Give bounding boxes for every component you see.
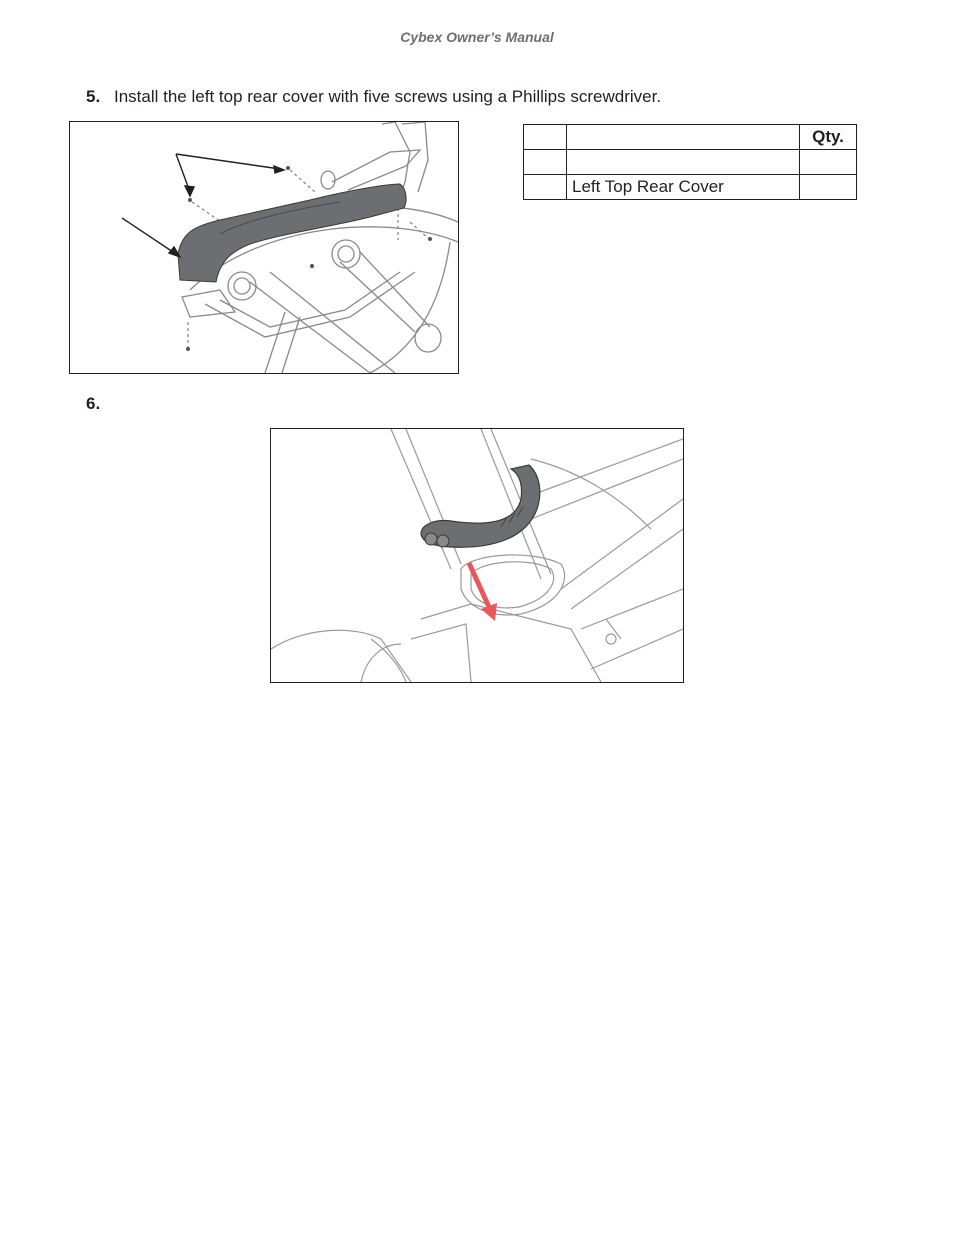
step-text: Install the left top rear cover with five screws using a Phillips screwdriver.: [114, 87, 662, 106]
figure-step-6: [270, 428, 684, 683]
table-cell: [800, 150, 857, 175]
page-header: Cybex Owner’s Manual: [400, 29, 554, 45]
handle-part: [421, 465, 540, 547]
direction-arrow: [469, 563, 497, 621]
table-header-cell: [524, 125, 567, 150]
step-5: [86, 87, 661, 107]
table-cell: [800, 175, 857, 200]
table-cell: Left Top Rear Cover: [567, 175, 800, 200]
step-number: 5.: [86, 87, 101, 106]
table-row: [524, 175, 857, 200]
table-cell: [567, 150, 800, 175]
table-header-cell: Qty.: [800, 125, 857, 150]
handle-illustration: [271, 429, 683, 682]
table-cell: [524, 175, 567, 200]
rear-cover-illustration: [70, 122, 458, 373]
table-header-row: [524, 125, 857, 150]
left-top-rear-cover: [178, 184, 406, 282]
table-row: [524, 150, 857, 175]
table-header-cell: [567, 125, 800, 150]
table-cell: [524, 150, 567, 175]
figure-step-5: [69, 121, 459, 374]
step-number: 6.: [86, 394, 101, 413]
parts-table: [523, 124, 857, 200]
step-6: [86, 394, 114, 414]
